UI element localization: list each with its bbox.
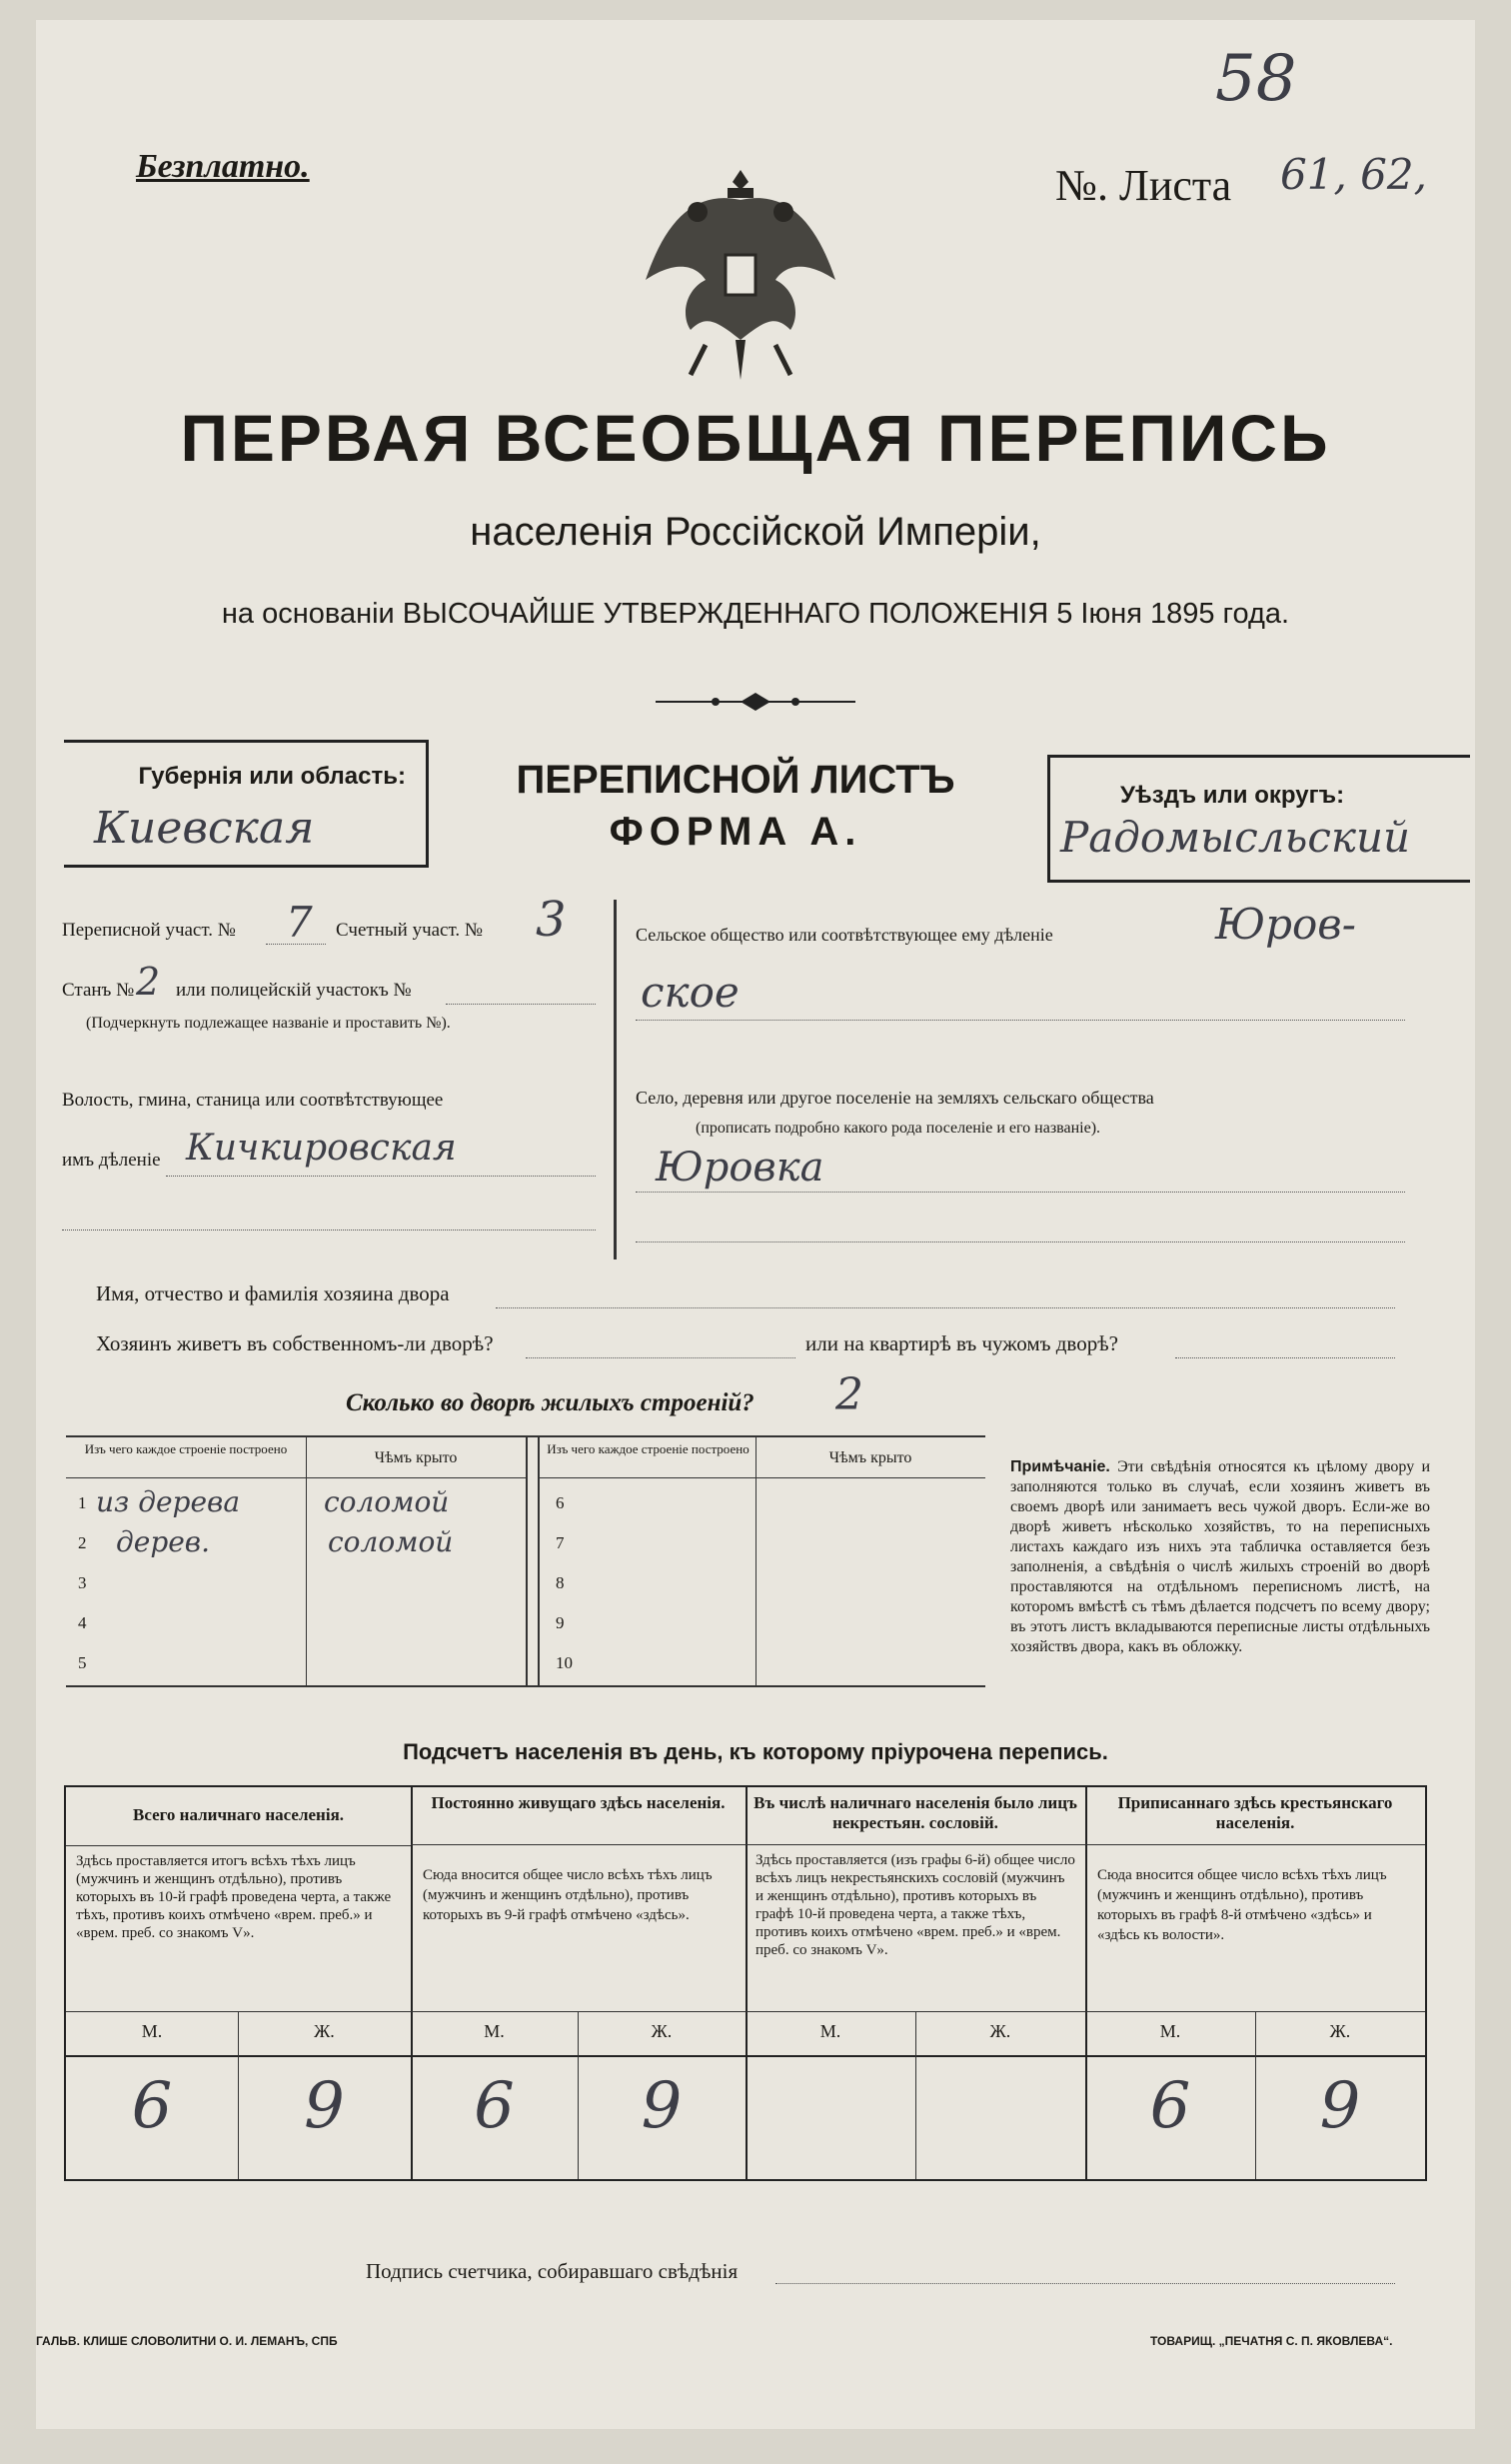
sheet-number: 61, 62, [1280,150,1427,199]
basis-line: на основаніи ВЫСОЧАЙШЕ УТВЕРЖДЕННАГО ПОЛОЖЕНІЯ 5 Іюня 1895 года. [221,598,1290,630]
m-label: М. [1159,2021,1181,2041]
table-row: 7 [556,1533,565,1552]
peasant-female-value: 9 [1319,2069,1361,2143]
uezd-box [1047,755,1470,883]
table-row: 5 [78,1653,87,1672]
pop-col-peasant: Приписаннаго здѣсь крестьянскаго населенія. Сюда вносится общее число всѣхъ тѣхъ лицъ (мужчинъ и женщинъ отдѣльно), противъ которыхъ въ графѣ 8-й отмѣчено «здѣсь» и «здѣсь къ волости». [1085,1787,1425,1965]
buildings-value: 2 [835,1369,863,1420]
selo-label: Село, деревня или другое поселеніе на земляхъ сельскаго общества [636,1088,1154,1108]
total-female-value: 9 [304,2069,345,2143]
pop-col-permanent: Постоянно живущаго здѣсь населенія. Сюда вносится общее число всѣхъ тѣхъ лицъ (мужчинъ и женщинъ отдѣльно), противъ которыхъ въ 9-й графѣ отмѣчено «здѣсь». [411,1787,746,1945]
uchast-value: 7 [286,898,313,947]
note-text: Эти свѣдѣнія относятся къ цѣлому двору и заполняются только въ случаѣ, если хозяинъ живетъ въ своемъ дворѣ или занимаетъ весь чужой дворъ. Если-же во дворѣ живетъ нѣсколько хозяйствъ, то на переписныхъ листахъ каждаго изъ нихъ эта табличка оставляется безъ заполненія, а свѣдѣнія о числѣ жилыхъ строеній во дворѣ проставляются на отдѣльномъ переписномъ листѣ, на которомъ вмѣстѣ съ тѣмъ дѣлается подсчетъ по всему двору; въ этотъ листъ вкладываются переписные листы отдѣльныхъ хозяйствъ двора, какъ въ обложку. [1010,1458,1431,1655]
note-block [1010,1457,1430,1657]
sheet-label: №. Листа [1055,161,1232,210]
pop-col-total: Всего наличнаго населенія. Здѣсь проставляется итогъ всѣхъ тѣхъ лицъ (мужчинъ и женщинъ отдѣльно), противъ которыхъ въ 10-й графѣ проведена черта, а также тѣхъ, противъ коихъ отмѣчено «врем. преб.» и «врем. преб. со знакомъ V». [66,1787,411,1948]
volost-label: Волость, гмина, станица или соотвѣтствующее [62,1090,444,1111]
free-label: Безплатно. [136,148,310,185]
buildings-label: Сколько во дворѣ жилыхъ строеній? [346,1389,755,1416]
stan-rest: или полицейскій участокъ № [176,980,412,1001]
col-material-right: Изъ чего каждое строеніе построено [547,1441,750,1456]
selo-note: (прописать подробно какого рода поселеніе и его названіе). [696,1120,1101,1137]
pop-col-nonpeasant: Въ числѣ наличнаго населенія было лицъ некрестьян. сословій. Здѣсь проставляется (изъ графы 6-й) общее число всѣхъ лицъ некрестьянскихъ сословій (мужчинъ и женщинъ отдѣльно), противъ которыхъ въ графѣ 10-й проведена черта, а также тѣхъ, противъ коихъ отмѣчено «врем. преб.» и «врем. преб. со знакомъ V». [746,1787,1085,1965]
corner-number: 58 [1215,42,1297,116]
table-row: 3 [78,1573,87,1592]
f-label: Ж. [314,2021,335,2041]
rent-label: или на квартирѣ въ чужомъ дворѣ? [805,1331,1118,1355]
table-row: 8 [556,1573,565,1592]
selo-value: Юровка [656,1145,824,1191]
footer-right: ТОВАРИЩ. „ПЕЧАТНЯ С. П. ЯКОВЛЕВА“. [1150,2334,1393,2348]
signature-label: Подпись счетчика, собиравшаго свѣдѣнія [366,2259,739,2283]
eagle-emblem-icon [636,140,845,390]
own-yard-label: Хозяинъ живетъ въ собственномъ-ли дворѣ? [96,1331,494,1355]
uezd-label: Уѣздъ или округъ: [1120,782,1345,809]
m-label: М. [141,2021,163,2041]
m-label: М. [484,2021,505,2041]
ornament-divider-icon [656,690,855,714]
population-title: Подсчетъ населенія въ день, къ которому пріурочена перепись. [403,1739,1108,1764]
m-label: М. [819,2021,841,2041]
permanent-female-value: 9 [641,2069,683,2143]
total-male-value: 6 [131,2069,173,2143]
uchast-label: Переписной участ. № [62,920,236,941]
schet-value: 3 [536,892,567,948]
main-title: ПЕРВАЯ ВСЕОБЩАЯ ПЕРЕПИСЬ [180,401,1331,475]
buildings-right-rows [538,1485,985,1685]
permanent-male-value: 6 [474,2069,515,2143]
obshch-value-1: Юров- [1215,900,1356,949]
obshch-label: Сельское общество или соотвѣтствующее ему дѣленіе [636,925,1053,945]
buildings-left-rows [66,1485,526,1685]
buildings-table [66,1435,985,1687]
f-label: Ж. [651,2021,673,2041]
col-roof-right: Чѣмъ крыто [828,1449,912,1466]
census-sheet [36,20,1475,2429]
table-row: 4 [78,1613,87,1632]
table-row: 10 [556,1653,573,1672]
population-table [64,1785,1427,2181]
volost-label-2: имъ дѣленіе [62,1150,161,1171]
uezd-value: Радомысльский [1060,813,1411,862]
volost-value: Кичкировская [186,1128,457,1169]
field-divider [614,900,617,1259]
note-title: Примѣчаніе. [1010,1458,1110,1475]
col-roof-left: Чѣмъ крыто [374,1449,458,1466]
obshch-value-2: ское [641,968,740,1017]
stan-note: (Подчеркнуть подлежащее названіе и проставить №). [86,1015,451,1032]
form-letter: ФОРМА А. [609,810,862,854]
owner-name-label: Имя, отчество и фамилія хозяина двора [96,1281,450,1305]
gubernia-label: Губернія или область: [138,763,406,790]
gubernia-box [64,740,429,868]
gubernia-value: Киевская [94,803,315,854]
schet-label: Счетный участ. № [336,920,483,941]
f-label: Ж. [1329,2021,1351,2041]
subtitle: населенія Россійской Имперіи, [470,510,1041,554]
table-row: 2 дерев. соломой [78,1525,454,1558]
table-row: 9 [556,1613,565,1632]
form-title: ПЕРЕПИСНОЙ ЛИСТЪ [516,758,955,802]
table-row: 1 из дерева соломой [78,1485,450,1518]
col-material-left: Изъ чего каждое строеніе построено [84,1441,288,1456]
peasant-male-value: 6 [1149,2069,1191,2143]
table-row: 6 [556,1493,565,1512]
stan-value: 2 [136,960,161,1004]
f-label: Ж. [989,2021,1011,2041]
stan-label: Станъ № [62,980,135,1001]
footer-left: ГАЛЬВ. КЛИШЕ СЛОВОЛИТНИ О. И. ЛЕМАНЪ, СПБ [36,2334,338,2348]
